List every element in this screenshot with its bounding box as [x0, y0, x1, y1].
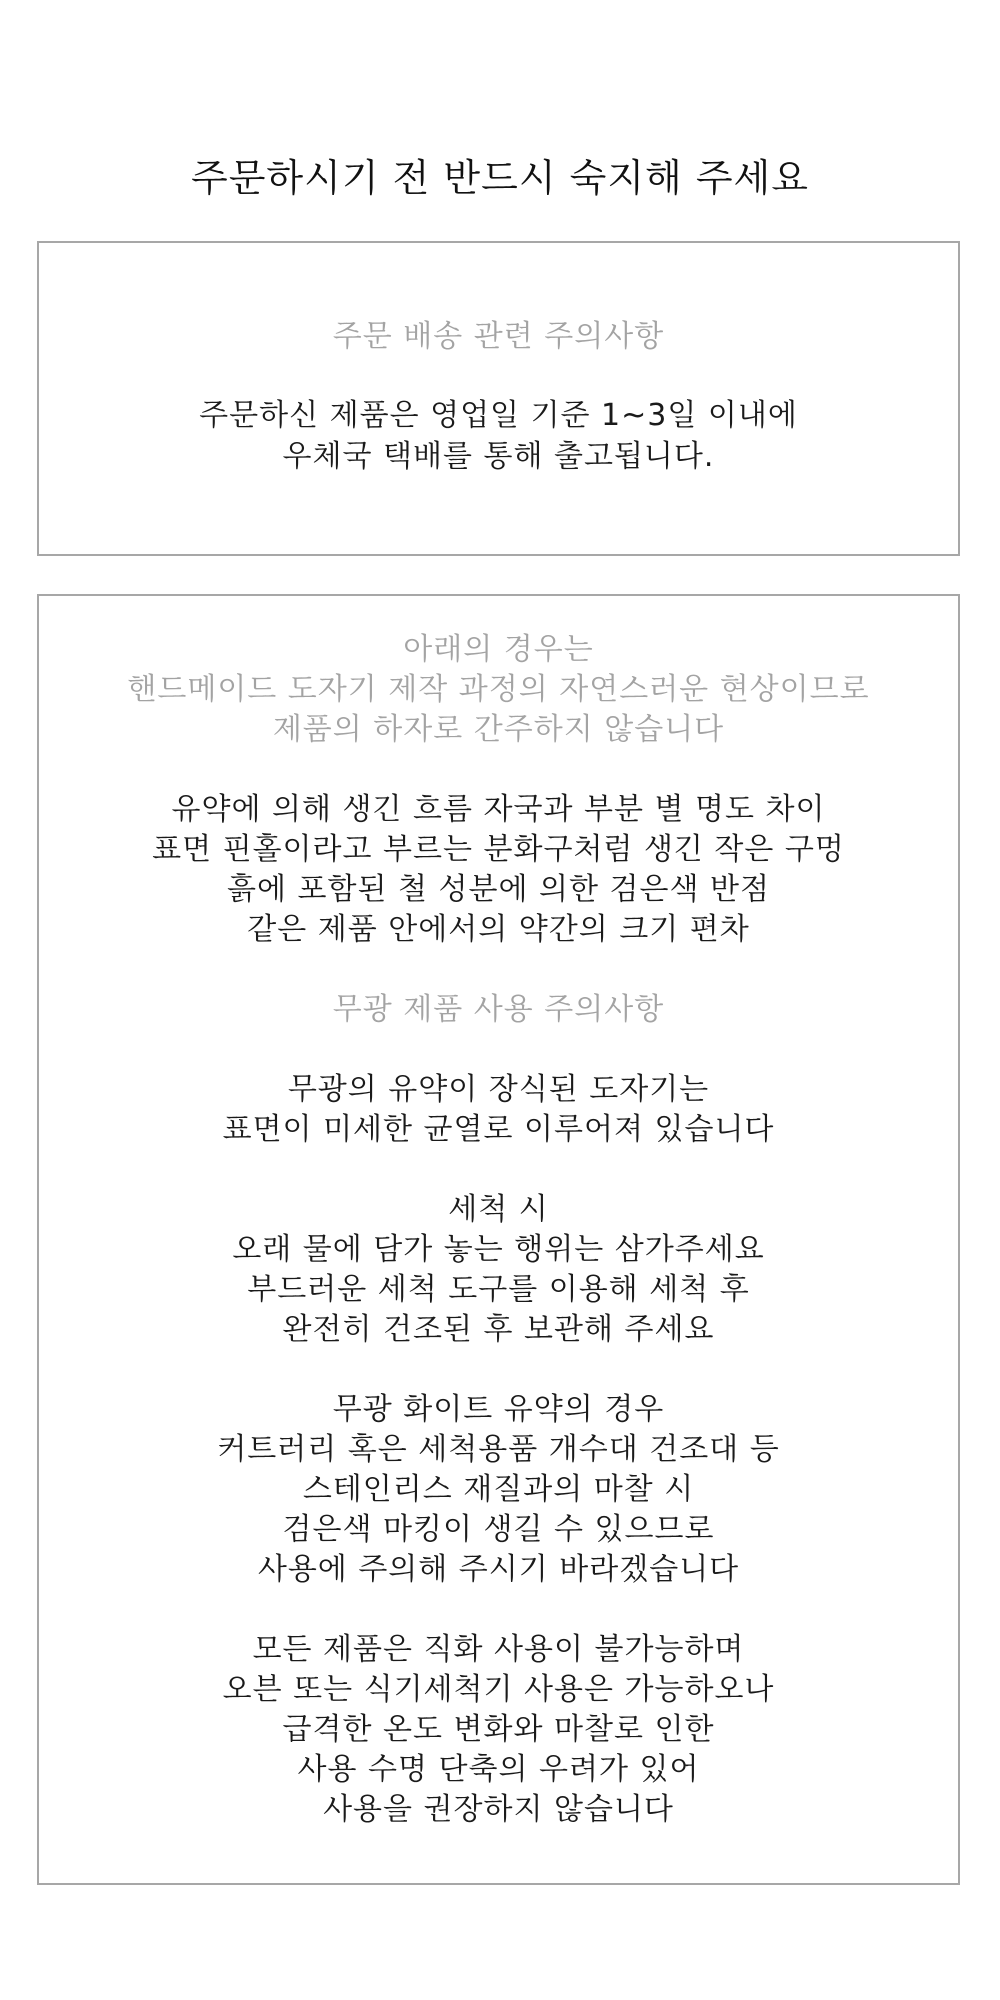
shipping-line: 주문하신 제품은 영업일 기준 1~3일 이내에 [199, 398, 798, 433]
intro-line: 제품의 하자로 간주하지 않습니다 [272, 712, 725, 747]
white-glaze-line: 스테인리스 재질과의 마찰 시 [302, 1472, 695, 1507]
appliance-line: 모든 제품은 직화 사용이 불가능하며 [252, 1632, 745, 1667]
matte-glaze-line: 표면이 미세한 균열로 이루어져 있습니다 [222, 1112, 775, 1147]
shipping-notice-box [37, 241, 960, 556]
appliance-line: 오븐 또는 식기세척기 사용은 가능하오나 [222, 1672, 775, 1707]
defect-item: 유약에 의해 생긴 흐름 자국과 부분 별 명도 차이 [171, 792, 826, 827]
washing-line: 부드러운 세척 도구를 이용해 세척 후 [247, 1272, 750, 1307]
matte-glaze-line: 무광의 유약이 장식된 도자기는 [287, 1072, 710, 1107]
washing-line: 오래 물에 담가 놓는 행위는 삼가주세요 [232, 1232, 765, 1267]
caution-notice-box [37, 594, 960, 1885]
white-glaze-line: 사용에 주의해 주시기 바라겠습니다 [257, 1552, 740, 1587]
intro-line: 아래의 경우는 [403, 632, 594, 667]
white-glaze-line: 검은색 마킹이 생길 수 있으므로 [282, 1512, 715, 1547]
defect-item: 같은 제품 안에서의 약간의 크기 편차 [247, 912, 750, 947]
white-glaze-line: 무광 화이트 유약의 경우 [332, 1392, 665, 1427]
washing-line: 완전히 건조된 후 보관해 주세요 [282, 1312, 715, 1347]
defect-item: 표면 핀홀이라고 부르는 분화구처럼 생긴 작은 구멍 [152, 832, 845, 867]
page-title: 주문하시기 전 반드시 숙지해 주세요 [191, 156, 809, 200]
defect-item: 흙에 포함된 철 성분에 의한 검은색 반점 [227, 872, 770, 907]
appliance-line: 급격한 온도 변화와 마찰로 인한 [282, 1712, 715, 1747]
intro-line: 핸드메이드 도자기 제작 과정의 자연스러운 현상이므로 [127, 672, 870, 707]
washing-line: 세척 시 [448, 1192, 549, 1227]
shipping-heading: 주문 배송 관련 주의사항 [332, 319, 665, 354]
matte-heading: 무광 제품 사용 주의사항 [332, 992, 665, 1027]
white-glaze-line: 커트러리 혹은 세척용품 개수대 건조대 등 [217, 1432, 780, 1467]
appliance-line: 사용 수명 단축의 우려가 있어 [297, 1752, 700, 1787]
appliance-line: 사용을 권장하지 않습니다 [323, 1792, 674, 1827]
shipping-line: 우체국 택배를 통해 출고됩니다. [282, 439, 715, 474]
